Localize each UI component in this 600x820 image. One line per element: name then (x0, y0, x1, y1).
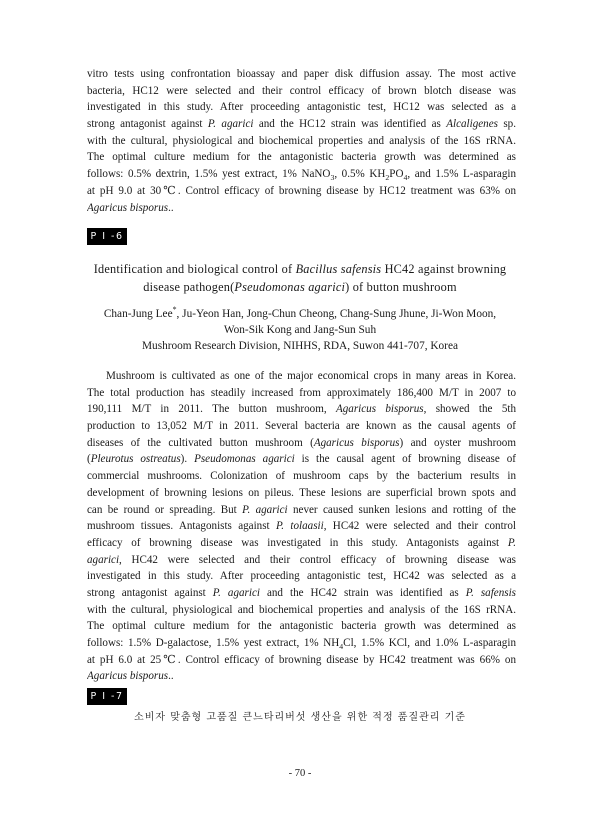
text-line: The optimal culture medium for the antagonistic bacteria growth was determined as (87, 151, 516, 164)
text-line: Mushroom is cultivated as one of the major economical crops in many areas in Korea. (87, 370, 516, 382)
abstract-continuation (87, 66, 516, 216)
text-line: investigated in this study. After proceeding antagonistic test, HC12 was selected as a (87, 101, 516, 114)
text-line: follows: 0.5% dextrin, 1.5% yest extract, 1% NaNO$_3$, 0.5% $KH_2PO_4$, and 1.5% L-asparagin (87, 168, 516, 183)
text-line: diseases of the cultivated button mushroom (Agaricus bisporus) and oyster mushroom (87, 436, 516, 449)
text-line: at pH 6.0 at 25℃. Control efficacy of browning disease by HC42 treatment was 66% on (87, 653, 516, 666)
text-line: Agaricus bisporus.. (87, 201, 174, 214)
text-line: can be round or spreading. But P. agarici never caused sunken lesions and rotting of the (87, 503, 516, 516)
affiliation: Mushroom Research Division, NIHHS, RDA, Suwon 441-707, Korea (142, 340, 458, 352)
text-line: production to 13,052 M/T in 2011. Several bacteria are known as the causal agents of (87, 420, 516, 433)
text-line: bacteria, HC12 were selected and their control efficacy of brown blotch disease was (87, 84, 516, 97)
text-line: vitro tests using confrontation bioassay and paper disk diffusion assay. The most active (87, 68, 516, 80)
text-line: efficacy of browning disease was investigated in this study. Antagonists against P. (87, 536, 516, 549)
page-number: - 70 - (288, 768, 312, 779)
article-title-line2: disease pathogen(Pseudomonas agarici) of button mushroom (143, 280, 457, 294)
text-line: at pH 9.0 at 30℃. Control efficacy of browning disease by HC12 treatment was 63% on (87, 184, 516, 197)
text-line: 190,111 M/T in 2011. The button mushroom, Agaricus bisporus, showed the 5th (87, 403, 516, 416)
text-line: mushroom tissues. Antagonists against P. tolaasii, HC42 were selected and their control (87, 520, 516, 533)
text-line: development of browning lesions on pileus. These lesions are superficial brown spots and (87, 486, 516, 499)
text-line: investigated in this study. After proceeding antagonistic test, HC42 was selected as a (87, 570, 516, 583)
abstract-body (87, 368, 516, 685)
korean-article-title: 소비자 맞춤형 고품질 큰느타리버섯 생산을 위한 적정 품질관리 기준 (134, 712, 466, 723)
text-line: commercial mushrooms. Colonization of mushroom caps by the bacterium results in (87, 470, 516, 483)
text-line: The total production has steadily increased from approximately 186,400 M/T in 2007 to (87, 386, 516, 399)
text-line: with the cultural, physiological and biochemical properties and analysis of the 16S rRNA. (87, 603, 516, 616)
text-line: strong antagonist against P. agarici and the HC12 strain was identified as Alcaligenes sp. (87, 118, 516, 131)
article-title-line1: Identification and biological control of Bacillus safensis HC42 against browning (93, 262, 507, 276)
text-line: strong antagonist against P. agarici and the HC42 strain was identified as P. safensis (87, 586, 516, 599)
authors-line2: Won-Sik Kong and Jang-Sun Suh (223, 324, 377, 336)
text-line: The optimal culture medium for the antagonistic bacteria growth was determined as (87, 620, 516, 633)
text-line: Agaricus bisporus.. (87, 670, 174, 683)
text-line: (Pleurotus ostreatus). Pseudomonas agarici is the causal agent of browning disease of (87, 453, 516, 466)
section-badge-pi6: P I -6 (87, 228, 127, 245)
section-badge-pi7: P I -7 (87, 688, 127, 705)
authors-line1: Chan-Jung Lee*, Ju-Yeon Han, Jong-Chun Cheong, Chang-Sung Jhune, Ji-Won Moon, (103, 305, 497, 320)
text-line: agarici, HC42 were selected and their control efficacy of browning disease was (87, 553, 516, 566)
text-line: follows: 1.5% D-galactose, 1.5% yest extract, 1% $NH_4Cl$, 1.5% KCl, and 1.0% L-asparagin (87, 637, 516, 652)
text-line: with the cultural, physiological and biochemical properties and analysis of the 16S rRNA. (87, 134, 516, 147)
